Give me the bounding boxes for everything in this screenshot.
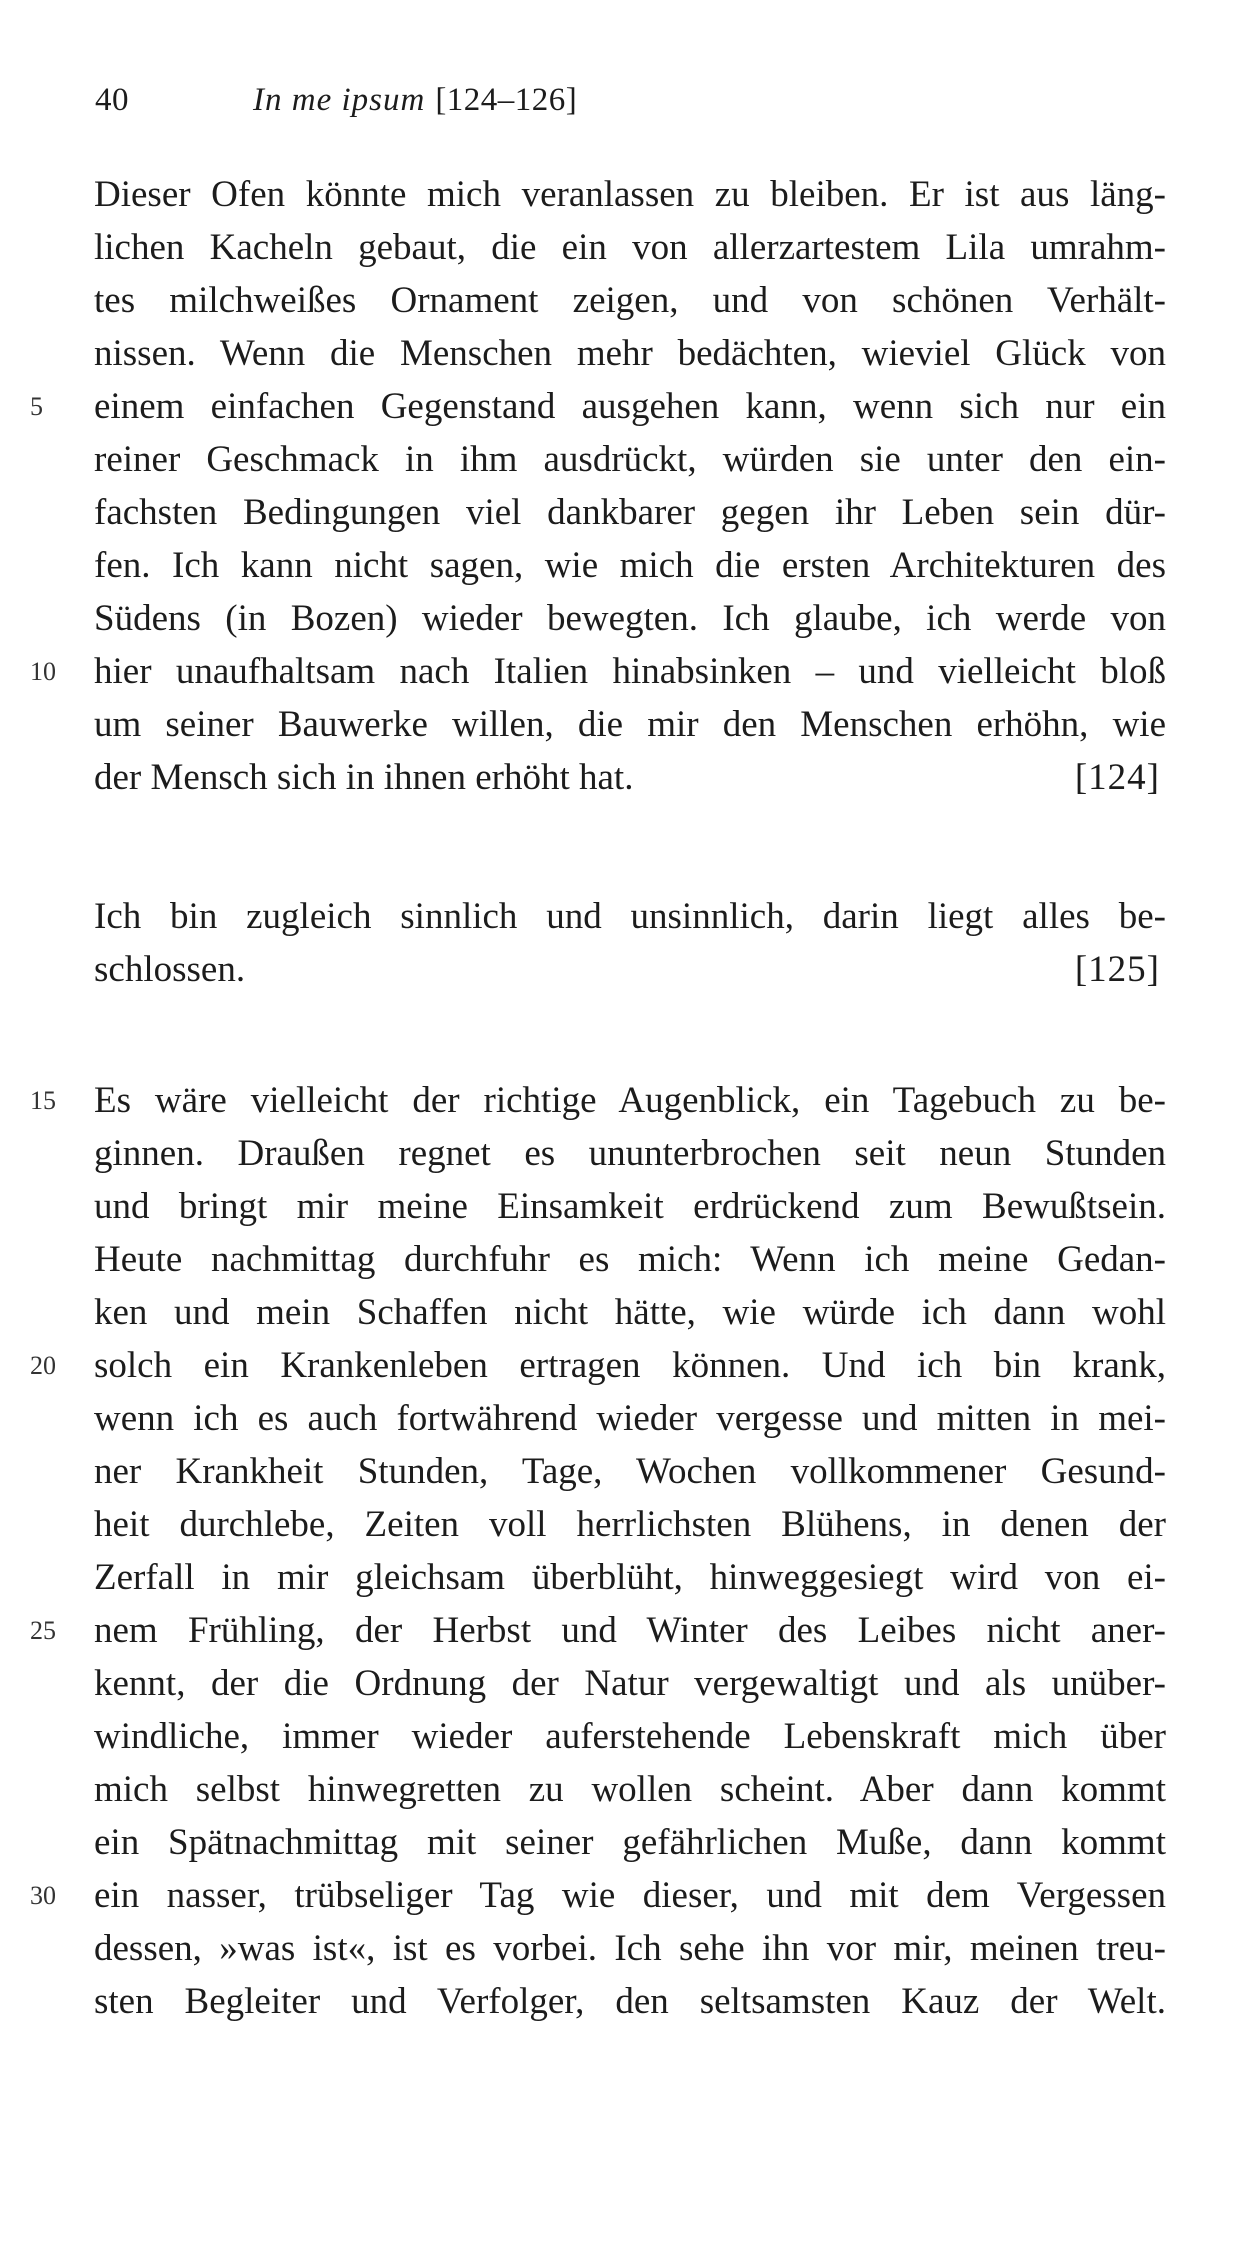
- entry-range: [124–126]: [435, 82, 578, 118]
- text-line: fachsten Bedingungen viel dankbarer gegen ihr Leben sein dür-: [94, 492, 1166, 533]
- text-line: nissen. Wenn die Menschen mehr bedächten, wieviel Glück von: [94, 333, 1166, 374]
- text-line: Südens (in Bozen) wieder bewegten. Ich glaube, ich werde von: [94, 598, 1166, 639]
- running-title: In me ipsum: [253, 82, 426, 118]
- line-number-25: 25: [30, 1616, 56, 1645]
- text-line: um seiner Bauwerke willen, die mir den Menschen erhöhn, wie: [94, 704, 1166, 745]
- text-line: heit durchlebe, Zeiten voll herrlichsten Blühens, in denen der: [94, 1504, 1166, 1545]
- text-line: solch ein Krankenleben ertragen können. Und ich bin krank,: [94, 1345, 1166, 1386]
- entry-124: [94, 168, 1166, 804]
- entry-126: [94, 1074, 1166, 2028]
- text-line: Es wäre vielleicht der richtige Augenblick, ein Tagebuch zu be-: [94, 1080, 1166, 1121]
- text-line-last: [94, 751, 1166, 804]
- text-line: ein Spätnachmittag mit seiner gefährlichen Muße, dann kommt: [94, 1822, 1166, 1863]
- line-number-5: 5: [30, 392, 43, 421]
- text-line: ner Krankheit Stunden, Tage, Wochen vollkommener Gesund-: [94, 1451, 1166, 1492]
- line-number-30: 30: [30, 1881, 56, 1910]
- text-line: fen. Ich kann nicht sagen, wie mich die ersten Architekturen des: [94, 545, 1166, 586]
- text-line-content: schlossen.: [94, 949, 246, 990]
- entry-125: [94, 890, 1166, 996]
- text-line: ken und mein Schaffen nicht hätte, wie würde ich dann wohl: [94, 1292, 1166, 1333]
- text-line: ginnen. Draußen regnet es ununterbrochen seit neun Stunden: [94, 1133, 1166, 1174]
- text-line: Zerfall in mir gleichsam überblüht, hinweggesiegt wird von ei-: [94, 1557, 1166, 1598]
- text-line: Dieser Ofen könnte mich veranlassen zu bleiben. Er ist aus läng-: [94, 174, 1166, 215]
- line-number-15: 15: [30, 1086, 56, 1115]
- text-line: und bringt mir meine Einsamkeit erdrückend zum Bewußtsein.: [94, 1186, 1166, 1227]
- text-line: Ich bin zugleich sinnlich und unsinnlich, darin liegt alles be-: [94, 896, 1166, 937]
- text-line: sten Begleiter und Verfolger, den seltsamsten Kauz der Welt.: [94, 1981, 1166, 2022]
- text-line: tes milchweißes Ornament zeigen, und von schönen Verhält-: [94, 280, 1166, 321]
- text-line: mich selbst hinwegretten zu wollen scheint. Aber dann kommt: [94, 1769, 1166, 1810]
- line-number-10: 10: [30, 657, 56, 686]
- text-line: reiner Geschmack in ihm ausdrückt, würden sie unter den ein-: [94, 439, 1166, 480]
- text-line: hier unaufhaltsam nach Italien hinabsinken – und vielleicht bloß: [94, 651, 1166, 692]
- running-head: [95, 78, 577, 122]
- page-number: 40: [95, 82, 129, 118]
- text-line: ein nasser, trübseliger Tag wie dieser, und mit dem Vergessen: [94, 1875, 1166, 1916]
- text-line: lichen Kacheln gebaut, die ein von allerzartestem Lila umrahm-: [94, 227, 1166, 268]
- text-line: dessen, »was ist«, ist es vorbei. Ich sehe ihn vor mir, meinen treu-: [94, 1928, 1166, 1969]
- text-line: kennt, der die Ordnung der Natur vergewaltigt und als unüber-: [94, 1663, 1166, 1704]
- entry-ref-124: [124]: [1074, 757, 1160, 798]
- text-line: windliche, immer wieder auferstehende Lebenskraft mich über: [94, 1716, 1166, 1757]
- entry-ref-125: [125]: [1074, 949, 1160, 990]
- text-line: einem einfachen Gegenstand ausgehen kann, wenn sich nur ein: [94, 386, 1166, 427]
- text-line-last: [94, 943, 1166, 996]
- text-line: wenn ich es auch fortwährend wieder vergesse und mitten in mei-: [94, 1398, 1166, 1439]
- line-number-20: 20: [30, 1351, 56, 1380]
- text-line-content: der Mensch sich in ihnen erhöht hat.: [94, 757, 634, 798]
- text-line: nem Frühling, der Herbst und Winter des Leibes nicht aner-: [94, 1610, 1166, 1651]
- text-line: Heute nachmittag durchfuhr es mich: Wenn ich meine Gedan-: [94, 1239, 1166, 1280]
